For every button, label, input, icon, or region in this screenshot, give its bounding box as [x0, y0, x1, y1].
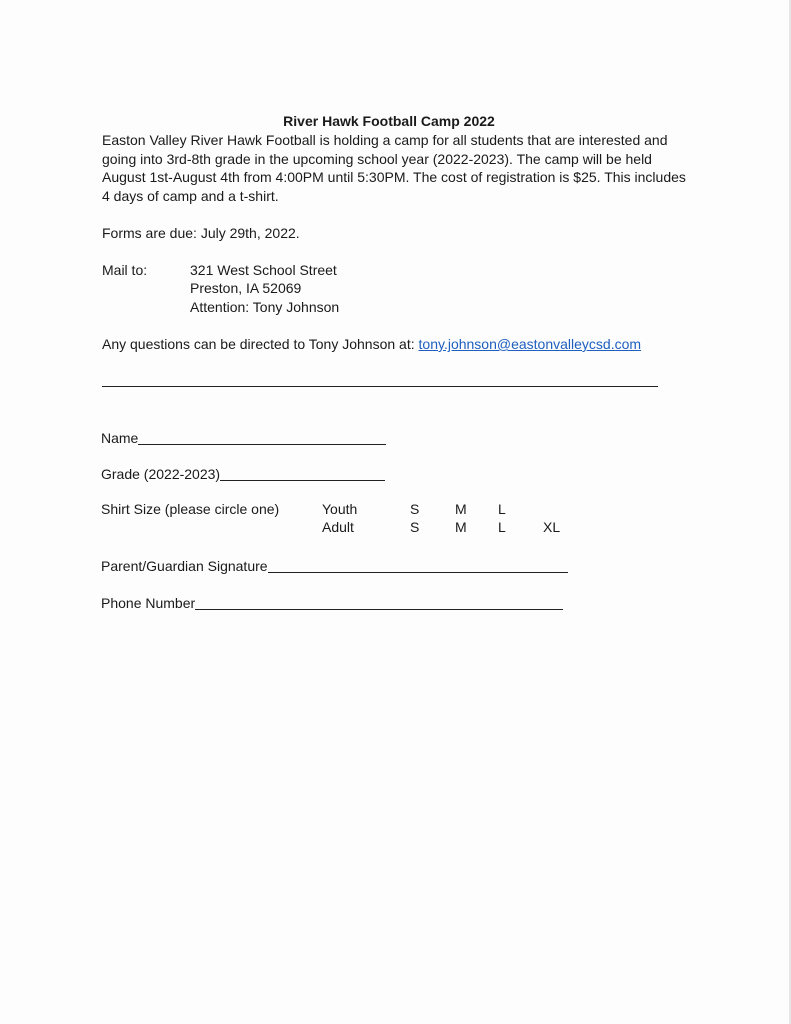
phone-field-row — [101, 593, 563, 611]
intro-line: August 1st-August 4th from 4:00PM until 5:30PM. The cost of registration is $25. This includes — [102, 169, 686, 186]
forms-due-text: Forms are due: July 29th, 2022. — [102, 225, 300, 241]
grade-label: Grade (2022-2023) — [101, 466, 221, 482]
youth-size-l[interactable]: L — [498, 501, 506, 517]
adult-size-l[interactable]: L — [498, 519, 506, 535]
intro-line: going into 3rd-8th grade in the upcoming school year (2022-2023). The camp will be held — [102, 150, 652, 167]
youth-size-s[interactable]: S — [410, 501, 420, 517]
grade-field-row — [101, 464, 385, 482]
page-title: River Hawk Football Camp 2022 — [283, 113, 495, 129]
signature-label: Parent/Guardian Signature — [101, 558, 268, 574]
adult-size-m[interactable]: M — [455, 519, 467, 535]
address-line-street: 321 West School Street — [190, 262, 337, 278]
intro-line: 4 days of camp and a t-shirt. — [102, 188, 279, 205]
name-field-row — [101, 428, 386, 446]
intro-paragraph — [102, 131, 692, 206]
intro-line: Easton Valley River Hawk Football is holding a camp for all students that are interested and — [102, 132, 668, 148]
name-blank-line[interactable] — [138, 430, 386, 445]
adult-label: Adult — [322, 519, 354, 535]
mail-to-label: Mail to: — [102, 262, 148, 278]
youth-size-m[interactable]: M — [455, 501, 467, 517]
questions-line — [102, 336, 641, 352]
adult-size-xl[interactable]: XL — [543, 519, 561, 535]
address-line-city: Preston, IA 52069 — [190, 280, 302, 296]
phone-label: Phone Number — [101, 595, 196, 611]
contact-email-link[interactable]: tony.johnson@eastonvalleycsd.com — [418, 336, 642, 352]
shirt-size-label: Shirt Size (please circle one) — [101, 501, 280, 517]
adult-size-s[interactable]: S — [410, 519, 420, 535]
grade-blank-line[interactable] — [220, 466, 385, 481]
name-label: Name — [101, 430, 139, 446]
phone-blank-line[interactable] — [195, 595, 563, 610]
section-divider — [102, 386, 658, 387]
signature-field-row — [101, 556, 568, 574]
youth-label: Youth — [322, 501, 358, 517]
questions-text: Any questions can be directed to Tony Johnson at: — [102, 336, 419, 352]
signature-blank-line[interactable] — [268, 558, 568, 573]
address-line-attention: Attention: Tony Johnson — [190, 299, 340, 315]
